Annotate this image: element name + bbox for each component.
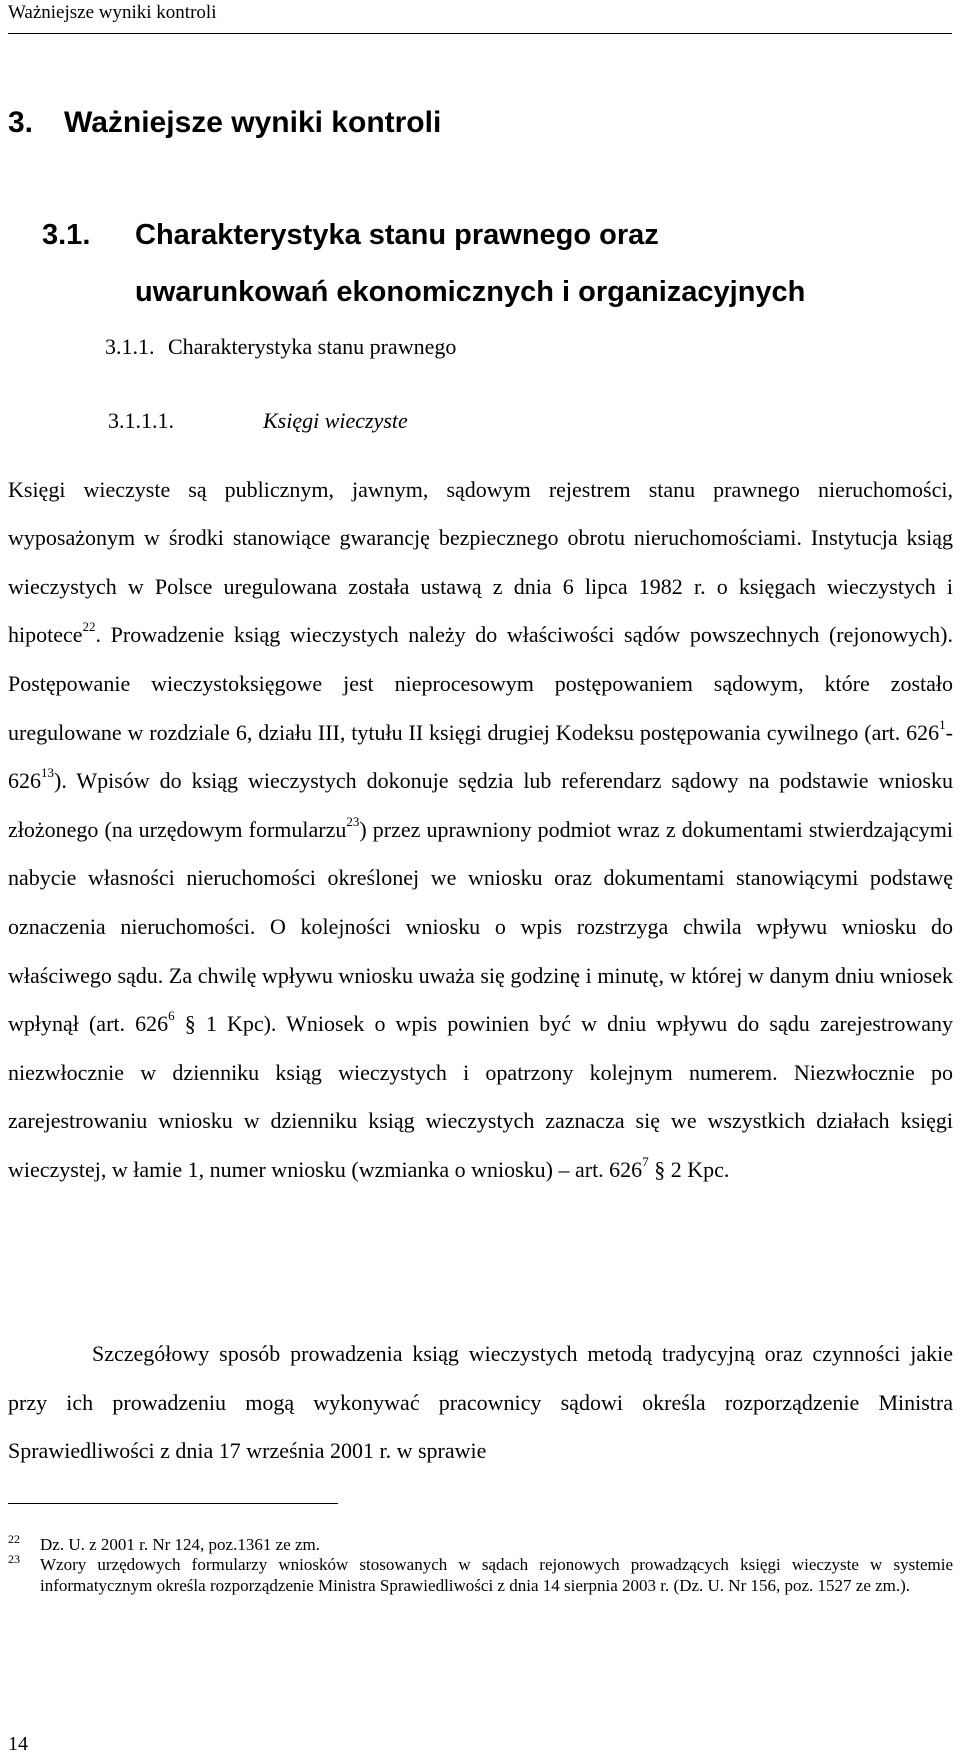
superscript-1: 1 xyxy=(939,716,946,732)
paragraph-1-text-g: § 2 Kpc. xyxy=(648,1156,730,1182)
running-header: Ważniejsze wyniki kontroli xyxy=(8,2,217,23)
footnote-ref-22[interactable]: 22 xyxy=(82,619,96,635)
subsection-heading xyxy=(105,334,456,360)
superscript-13: 13 xyxy=(41,765,54,781)
section-title-line-2: uwarunkowań ekonomicznych i organizacyjnych xyxy=(135,276,806,308)
paragraph-2: Szczegółowy sposób prowadzenia ksiąg wieczystych metodą tradycyjną oraz czynności jakie przy ich prowadzeniu mogą wykonywać pracownicy sądowi określa rozporządzenie Ministra Sprawiedliwości z dnia 17 września 2001 r. w sprawie xyxy=(8,1341,953,1464)
footnote-ref-23[interactable]: 23 xyxy=(346,813,360,829)
footnote-text: Wzory urzędowych formularzy wniosków stosowanych w sądach rejonowych prowadzących księgi wieczyste w systemie informatycznym określa rozporządzenie Ministra Sprawiedliwości z dnia 14 sierpnia 2003 r. (Dz. U. Nr 156, poz. 1527 ze zm.). xyxy=(40,1555,953,1595)
subsubsection-number: 3.1.1.1. xyxy=(108,408,174,433)
paragraph-1-text-f: § 1 Kpc). Wniosek o wpis powinien być w dniu wpływu do sądu zarejestrowany niezwłocznie w dzienniku ksiąg wieczystych i opatrzony kolejnym numerem. Niezwłocznie po zarejestrowaniu wniosku w dzienniku ksiąg wieczystych zaznacza się we wszystkich działach księgi wieczystej, w łamie 1, numer wniosku (wzmianka o wniosku) – art. 626 xyxy=(8,1011,953,1182)
subsubsection-title: Księgi wieczyste xyxy=(263,408,408,433)
footnote-number: 23 xyxy=(8,1552,20,1566)
chapter-heading xyxy=(8,106,441,140)
footnote-text: Dz. U. z 2001 r. Nr 124, poz.1361 ze zm. xyxy=(40,1535,320,1554)
subsection-number: 3.1.1. xyxy=(105,334,155,359)
page-number: 14 xyxy=(8,1733,28,1755)
chapter-title: Ważniejsze wyniki kontroli xyxy=(64,106,442,139)
footnote-divider xyxy=(8,1503,338,1504)
paragraph-1-text-c: -626 xyxy=(8,719,953,794)
paragraph-1-text-a: Księgi wieczyste są publicznym, jawnym, sądowym rejestrem stanu prawnego nieruchomości, wyposażonym w środki stanowiące gwarancję bezpiecznego obrotu nieruchomościami. Instytucja ksiąg wieczystych w Polsce uregulowana została ustawą z dnia 6 lipca 1982 r. o księgach wieczystych i hipotece xyxy=(8,476,953,648)
paragraph-1-text-e: ) przez uprawniony podmiot wraz z dokumentami stwierdzającymi nabycie własności nieruchomości określonej we wniosku oraz dokumentami stanowiącymi podstawę oznaczenia nieruchomości. O kolejności wniosku o wpis rozstrzyga chwila wpływu wniosku do właściwego sądu. Za chwilę wpływu wniosku uważa się godzinę i minutę, w której w danym dniu wniosek wpłynął (art. 626 xyxy=(8,816,953,1037)
section-title-line-1: Charakterystyka stanu prawnego oraz xyxy=(135,219,659,251)
superscript-7: 7 xyxy=(642,1153,649,1169)
subsection-title: Charakterystyka stanu prawnego xyxy=(168,334,457,359)
section-title xyxy=(135,207,805,321)
header-divider xyxy=(8,33,952,34)
footnote-number: 22 xyxy=(8,1532,20,1546)
paragraph-1 xyxy=(8,417,953,1195)
section-number: 3.1. xyxy=(42,219,91,251)
paragraph-1-text-b: . Prowadzenie ksiąg wieczystych należy do właściwości sądów powszechnych (rejonowych). Postępowanie wieczystoksięgowe jest nieprocesowym postępowaniem sądowym, które zostało uregulowane w rozdziale 6, działu III, tytułu II księgi drugiej Kodeksu postępowania cywilnego (art. 626 xyxy=(8,622,953,745)
paragraph-1-text-d: ). Wpisów do ksiąg wieczystych dokonuje sędzia lub referendarz sądowy na podstawie wniosku złożonego (na urzędowym formularzu xyxy=(8,768,953,842)
chapter-number: 3. xyxy=(8,106,34,139)
superscript-6: 6 xyxy=(168,1008,175,1024)
